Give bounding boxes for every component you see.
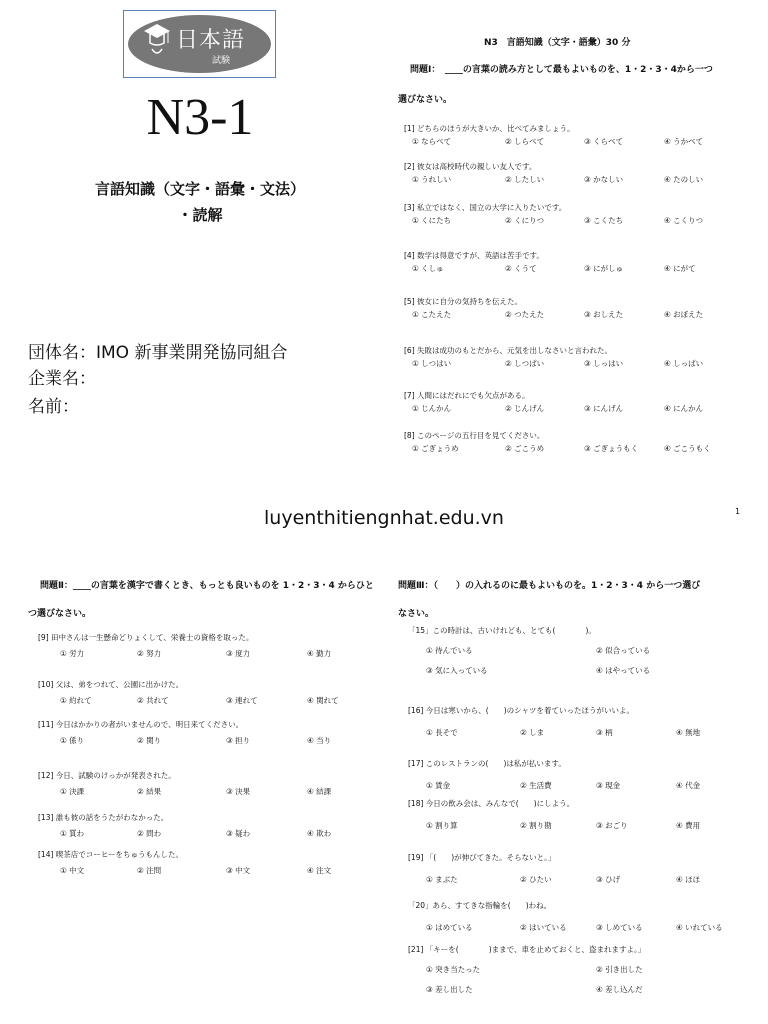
question-text: [5] 彼女に自分の気持ちを伝えた。: [404, 297, 523, 306]
answer-option: ② 共れて: [137, 696, 169, 705]
section1-title: N3 言語知識（文字・語彙）30 分: [484, 38, 631, 48]
question-text: [14] 喫茶店でコーヒーをちゅうもんした。: [38, 850, 183, 859]
answer-option: ② しらべて: [505, 137, 545, 146]
answer-option: ③ かなしい: [584, 175, 624, 184]
section3-instruction-2: なさい。: [398, 609, 435, 619]
answer-option: ① まぶた: [426, 875, 458, 884]
answer-option: ② ごこうめ: [505, 444, 545, 453]
answer-option: ② くにりつ: [505, 216, 545, 225]
answer-option: ④ 勤力: [307, 649, 332, 658]
answer-option: ① 労力: [60, 649, 85, 658]
answer-option: ② 結果: [137, 787, 162, 796]
answer-option: ① 係り: [60, 736, 85, 745]
japanese-test-logo: [123, 10, 276, 78]
answer-option: ③ しっはい: [584, 359, 624, 368]
section2-instruction-2: つ選びなさい。: [28, 609, 92, 619]
answer-option: ③ 担り: [226, 736, 251, 745]
answer-option: ② 注問: [137, 866, 162, 875]
answer-option: ④ ほほ: [676, 875, 701, 884]
company-name-label: 企業名：: [28, 369, 96, 389]
answer-option: ② したしい: [505, 175, 545, 184]
answer-option: ③ おごり: [596, 821, 628, 830]
answer-option: ③ にんげん: [584, 404, 624, 413]
answer-option: ② しま: [520, 728, 545, 737]
question-text: [16] 今日は寒いから、( )のシャツを着ていったほうがいいよ。: [408, 706, 634, 715]
question-text: [4] 数学は得意ですが、英語は苦手です。: [404, 251, 544, 260]
answer-option: ② くうて: [505, 264, 537, 273]
logo-sub-text: 試験: [212, 56, 231, 66]
answer-option: ④ こくりつ: [664, 216, 704, 225]
section2-instruction-1: 問題Ⅱ：____の言葉を漢字で書くとき、もっとも良いものを 1・2・3・4 からひと: [40, 581, 374, 591]
question-text: [1] どちらのほうが大きいか、比べてみましょう。: [404, 124, 575, 133]
answer-option: ③ くらべて: [584, 137, 624, 146]
question-text: [11] 今日はかかりの者がいませんので、明日来てください。: [38, 720, 244, 729]
section1-instruction-1: 問題Ⅰ： ____の言葉の読み方として最もよいものを、1・2・3・4から一つ: [410, 65, 713, 75]
answer-option: ③ 現金: [596, 781, 621, 790]
page-number: 1: [735, 507, 741, 516]
question-text: [19] 「( )が伸びてきた。そらないと。」: [408, 853, 556, 862]
answer-option: ③ 連れて: [226, 696, 258, 705]
answer-option: ④ にんかん: [664, 404, 704, 413]
answer-option: ④ 無地: [676, 728, 701, 737]
question-text: [3] 私立ではなく、国立の大学に入りたいです。: [404, 203, 567, 212]
logo-main-text: 日本語: [176, 28, 246, 53]
answer-option: ① はめている: [426, 923, 473, 932]
answer-option: ③ 度力: [226, 649, 251, 658]
answer-option: ③ しめている: [596, 923, 643, 932]
organization-name: 団体名：IMO 新事業開発協同組合: [28, 343, 288, 363]
answer-option: ③ おしえた: [584, 310, 624, 319]
question-text: [12] 今日、試験のけっかが発表された。: [38, 771, 176, 780]
answer-option: ④ うかべて: [664, 137, 704, 146]
answer-option: ② 似合っている: [596, 646, 651, 655]
answer-option: ① 決課: [60, 787, 85, 796]
question-text: [18] 今日の飲み会は、みんなで( )にしよう。: [408, 799, 575, 808]
answer-option: ④ にがて: [664, 264, 696, 273]
section3-instruction-1: 問題Ⅲ：（ ）の入れるのに最もよいものを。1・2・3・4 から一つ選び: [398, 581, 701, 591]
answer-option: ③ こくたち: [584, 216, 624, 225]
answer-option: ① 賃金: [426, 781, 451, 790]
answer-option: ① うれしい: [412, 175, 452, 184]
answer-option: ④ おぼえた: [664, 310, 704, 319]
answer-option: ① しつはい: [412, 359, 452, 368]
answer-option: ④ 欺わ: [307, 829, 332, 838]
question-text: [2] 彼女は高校時代の親しい友人です。: [404, 162, 537, 171]
answer-option: ④ 関れて: [307, 696, 339, 705]
answer-option: ② 割り勘: [520, 821, 552, 830]
answer-option: ① 中文: [60, 866, 85, 875]
subject-line-1: 言語知識（文字・語彙・文法）: [94, 180, 305, 198]
answer-option: ③ にがしゅ: [584, 264, 624, 273]
answer-option: ① くにたち: [412, 216, 452, 225]
answer-option: ④ 費用: [676, 821, 701, 830]
answer-option: ① ならべて: [412, 137, 452, 146]
answer-option: ④ 当り: [307, 736, 332, 745]
answer-option: ① こたえた: [412, 310, 452, 319]
answer-option: ③ ひげ: [596, 875, 621, 884]
answer-option: ④ 結課: [307, 787, 332, 796]
question-text: [10] 父は、弟をつれて、公園に出かけた。: [38, 680, 184, 689]
answer-option: ④ はやっている: [596, 666, 651, 675]
answer-option: ② しつぱい: [505, 359, 545, 368]
section1-instruction-2: 選びなさい。: [398, 95, 453, 105]
answer-option: ② 引き出した: [596, 965, 643, 974]
question-text: 「15」この時計は、古いけれども、とても( )。: [408, 626, 596, 635]
question-text: [7] 人間にはだれにでも欠点がある。: [404, 391, 530, 400]
answer-option: ① 待んでいる: [426, 646, 473, 655]
answer-option: ② 問わ: [137, 829, 162, 838]
question-text: [17] このレストランの( )は私が払います。: [408, 759, 566, 768]
question-text: [13] 誰も彼の話をうたがわなかった。: [38, 813, 169, 822]
answer-option: ① 突き当たった: [426, 965, 481, 974]
site-url: luyenthitiengnhat.edu.vn: [264, 507, 504, 529]
answer-option: ③ 差し出した: [426, 985, 473, 994]
answer-option: ② 努力: [137, 649, 162, 658]
graduation-cap-icon: [142, 21, 172, 61]
answer-option: ① 割り算: [426, 821, 458, 830]
question-text: [21] 「キーを( )ままで、車を止めておくと、盗まれますよ。」: [408, 945, 646, 954]
answer-option: ③ 中文: [226, 866, 251, 875]
answer-option: ② 関り: [137, 736, 162, 745]
answer-option: ② はいている: [520, 923, 567, 932]
answer-option: ① 長そで: [426, 728, 458, 737]
question-text: [6] 失敗は成功のもとだから、元気を出しなさいと言われた。: [404, 346, 613, 355]
answer-option: ① 約れて: [60, 696, 92, 705]
answer-option: ④ いれている: [676, 923, 723, 932]
answer-option: ④ しっぱい: [664, 359, 704, 368]
person-name-label: 名前：: [28, 397, 79, 417]
answer-option: ② ひたい: [520, 875, 552, 884]
question-text: 「20」あら、すてきな指輪を( )わね。: [408, 901, 552, 910]
answer-option: ① 質わ: [60, 829, 85, 838]
question-text: [8] このページの五行目を見てください。: [404, 431, 545, 440]
answer-option: ① くしゅ: [412, 264, 444, 273]
answer-option: ④ ごこうもく: [664, 444, 711, 453]
answer-option: ③ 疑わ: [226, 829, 251, 838]
answer-option: ② 生活費: [520, 781, 552, 790]
answer-option: ④ 注文: [307, 866, 332, 875]
answer-option: ③ ごぎょうもく: [584, 444, 639, 453]
answer-option: ④ たのしい: [664, 175, 704, 184]
answer-option: ③ 気に入っている: [426, 666, 488, 675]
level-title: N3-1: [146, 89, 254, 146]
answer-option: ② じんげん: [505, 404, 545, 413]
answer-option: ④ 代金: [676, 781, 701, 790]
answer-option: ② つたえた: [505, 310, 545, 319]
answer-option: ① じんかん: [412, 404, 452, 413]
question-text: [9] 田中さんは一生懸命どりょくして、栄養士の資格を取った。: [38, 633, 254, 642]
answer-option: ③ 決果: [226, 787, 251, 796]
answer-option: ③ 柄: [596, 728, 613, 737]
subject-line-2: ・読解: [177, 206, 223, 224]
answer-option: ④ 差し込んだ: [596, 985, 643, 994]
answer-option: ① ごぎょうめ: [412, 444, 459, 453]
